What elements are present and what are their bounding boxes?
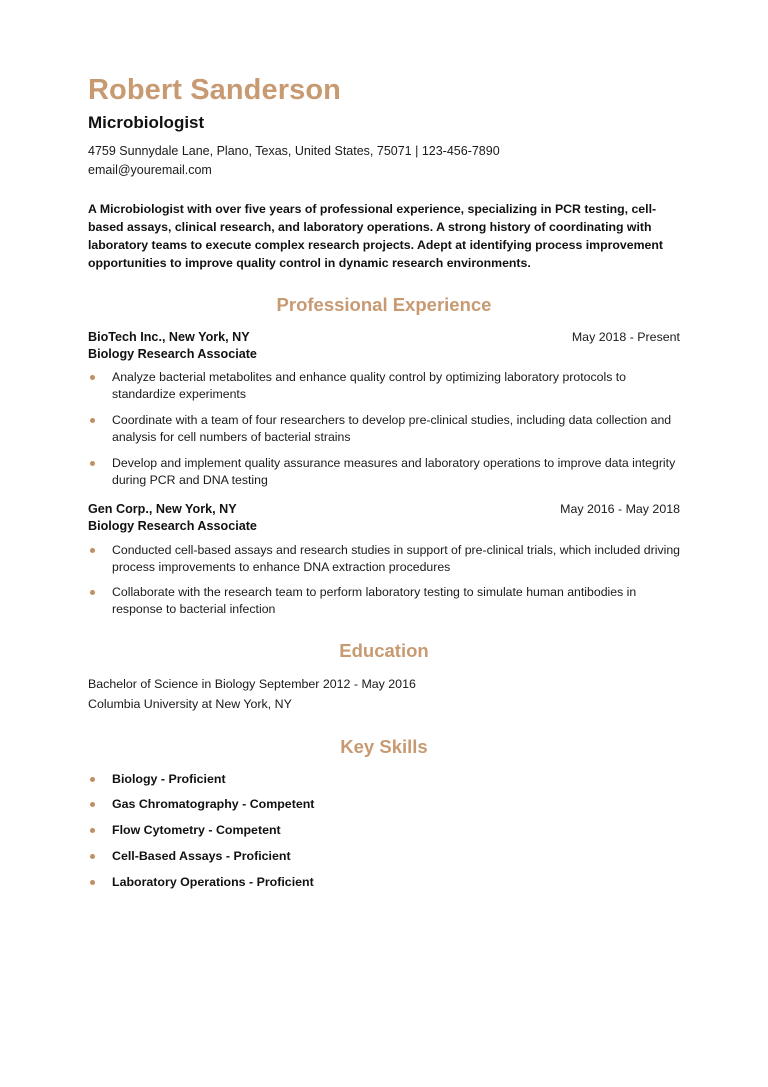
contact-info [88,142,680,181]
bullet-dot-icon [90,880,95,885]
experience-bullet-text: Coordinate with a team of four researchers to develop pre-clinical studies, including data collection and analysis for cell numbers of bacterial strains [112,413,672,444]
experience-role: Biology Research Associate [88,519,257,534]
professional-summary: A Microbiologist with over five years of professional experience, specializing in PCR testing, cell-based assays, clinical research, and laboratory operations. A strong history of coordinating with laboratory teams to execute complex research projects. Adept at identifying process improvement opportunities to improve quality control in dynamic research environments. [88,201,663,270]
skill-item [88,771,680,788]
bullet-dot-icon [90,461,95,466]
bullet-dot-icon [90,375,95,380]
experience-bullet-list [88,369,680,488]
education-degree: Bachelor of Science in Biology September 2012 - May 2016 [88,677,416,692]
section-heading-education: Education [339,640,429,662]
section-heading-experience: Professional Experience [276,294,492,316]
experience-bullet-text: Collaborate with the research team to perform laboratory testing to simulate human antibodies in response to bacterial infection [112,585,637,617]
skill-item [88,822,680,839]
skill-item [88,848,680,865]
contact-address-phone: 4759 Sunnydale Lane, Plano, Texas, United States, 75071 | 123-456-7890 [88,144,500,159]
experience-dates: May 2018 - Present [571,330,680,345]
experience-entry [88,329,680,488]
candidate-name: Robert Sanderson [88,74,341,106]
contact-email: email@youremail.com [88,163,212,178]
skill-item [88,874,680,891]
experience-bullet [88,412,680,446]
experience-bullet [88,542,680,576]
skill-label: Cell-Based Assays - Proficient [112,848,291,863]
experience-bullet-text: Conducted cell-based assays and research studies in support of pre-clinical trials, which included driving process improvements to enhance DNA extraction procedures [112,542,680,574]
bullet-dot-icon [90,777,95,782]
bullet-dot-icon [90,802,95,807]
skill-label: Biology - Proficient [112,771,226,786]
skills-list [88,771,680,891]
skill-label: Flow Cytometry - Competent [112,823,281,838]
skill-item [88,796,680,813]
bullet-dot-icon [90,854,95,859]
resume-header [88,0,680,181]
experience-bullet-text: Develop and implement quality assurance measures and laboratory operations to improve data integrity during PCR and DNA testing [112,455,676,487]
experience-company: Gen Corp., New York, NY [88,502,237,517]
experience-entry-header [88,329,680,346]
skill-label: Gas Chromatography - Competent [112,797,315,812]
experience-bullet [88,584,680,618]
education-entry [88,675,680,714]
experience-entry-header [88,501,680,518]
experience-bullet-text: Analyze bacterial metabolites and enhance quality control by optimizing laboratory protocols to standardize experiments [112,370,627,402]
skill-label: Laboratory Operations - Proficient [112,874,314,889]
experience-dates: May 2016 - May 2018 [560,502,680,517]
experience-bullet-list [88,542,680,618]
education-school: Columbia University at New York, NY [88,696,292,711]
bullet-dot-icon [90,828,95,833]
section-heading-key-skills: Key Skills [340,736,428,758]
experience-company: BioTech Inc., New York, NY [88,330,250,345]
experience-entry [88,501,680,618]
experience-bullet [88,455,680,489]
bullet-dot-icon [90,418,95,423]
bullet-dot-icon [90,548,95,553]
bullet-dot-icon [90,590,95,595]
candidate-job-title: Microbiologist [88,113,205,133]
experience-bullet [88,369,680,403]
experience-role: Biology Research Associate [88,346,257,361]
